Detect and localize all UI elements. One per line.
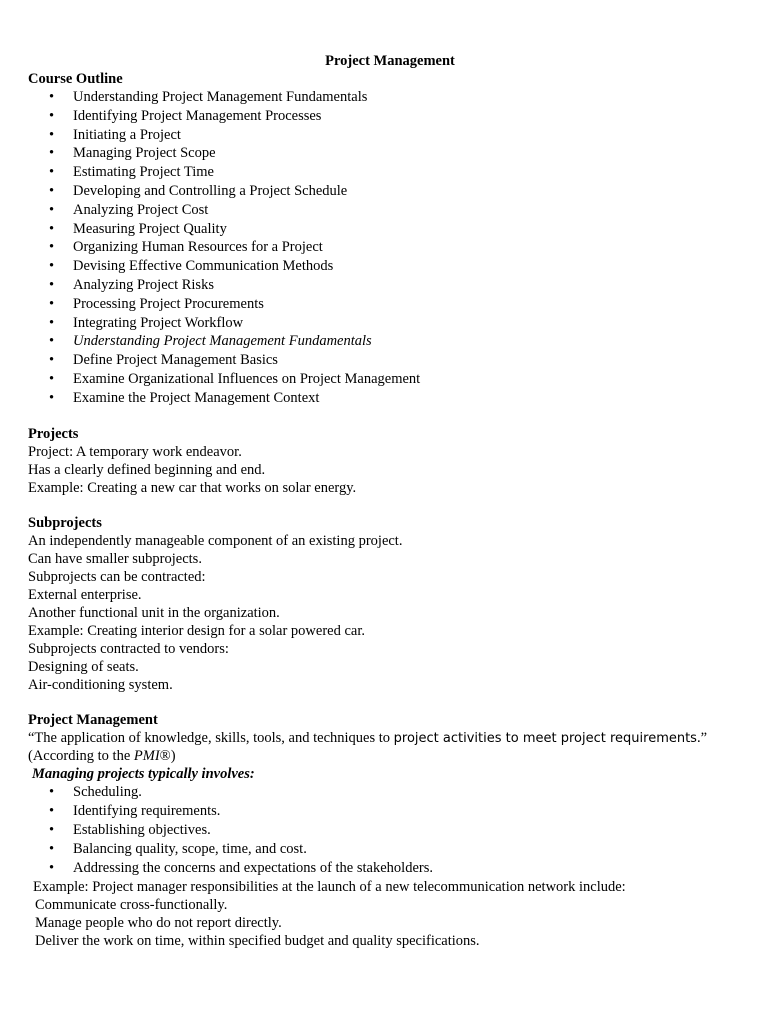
list-item (28, 295, 748, 314)
bullet-icon: • (49, 182, 55, 199)
bullet-icon: • (49, 802, 55, 819)
list-item (28, 163, 748, 182)
subprojects-line: External enterprise. (28, 586, 142, 603)
subprojects-line: Example: Creating interior design for a solar powered car. (28, 622, 366, 639)
list-item-text: Establishing objectives. (73, 821, 211, 838)
projects-line: Example: Creating a new car that works on solar energy. (28, 479, 357, 496)
example-line: Example: Project manager responsibilities at the launch of a new telecommunication network include: (33, 878, 626, 895)
projects-heading: Projects (28, 425, 79, 442)
pmi-quote-close: .” (696, 729, 708, 746)
bullet-icon: • (49, 314, 55, 331)
list-item-text: Analyzing Project Risks (73, 276, 214, 293)
list-item (28, 126, 748, 145)
list-item-text: Define Project Management Basics (73, 352, 278, 369)
list-item (28, 276, 748, 295)
subprojects-line: An independently manageable component of an existing project. (28, 532, 403, 549)
projects-line: Has a clearly defined beginning and end. (28, 461, 266, 478)
list-item (28, 802, 748, 821)
involves-label: Managing projects typically involves: (32, 765, 255, 782)
subprojects-line: Can have smaller subprojects. (28, 550, 202, 567)
list-item (28, 238, 748, 257)
list-item-text: Organizing Human Resources for a Project (73, 239, 323, 256)
list-item-text: Measuring Project Quality (73, 220, 227, 237)
list-item (28, 389, 748, 408)
example-line: Deliver the work on time, within specified budget and quality specifications. (35, 932, 480, 949)
list-item-text: Balancing quality, scope, time, and cost. (73, 840, 307, 857)
list-item-text: Developing and Controlling a Project Schedule (73, 182, 348, 199)
list-item-text: Devising Effective Communication Methods (73, 258, 334, 275)
list-item-text: Initiating a Project (73, 126, 181, 143)
list-item-text: Integrating Project Workflow (73, 314, 244, 331)
bullet-icon: • (49, 783, 55, 800)
list-item-text: Identifying Project Management Processes (73, 107, 322, 124)
subprojects-line: Another functional unit in the organization. (28, 604, 280, 621)
bullet-icon: • (49, 201, 55, 218)
bullet-icon: • (49, 220, 55, 237)
involves-list (28, 783, 748, 878)
bullet-icon: • (49, 89, 55, 105)
bullet-icon: • (49, 164, 55, 181)
bullet-icon: • (49, 333, 55, 350)
list-item (28, 332, 748, 351)
list-item (28, 182, 748, 201)
example-line: Communicate cross-functionally. (35, 896, 228, 913)
list-item-text: Analyzing Project Cost (73, 201, 209, 218)
list-item (28, 144, 748, 163)
bullet-icon: • (49, 276, 55, 293)
list-item-text: Scheduling. (73, 783, 142, 800)
bullet-icon: • (49, 239, 55, 256)
course-outline-heading: Course Outline (28, 71, 123, 87)
subprojects-line: Subprojects can be contracted: (28, 568, 206, 585)
course-outline-list (28, 88, 748, 408)
projects-line: Project: A temporary work endeavor. (28, 443, 242, 460)
list-item-text: Managing Project Scope (73, 145, 216, 162)
bullet-icon: • (49, 126, 55, 143)
list-item (28, 314, 748, 333)
list-item (28, 859, 748, 878)
list-item (28, 220, 748, 239)
document-body (28, 52, 748, 950)
bullet-icon: • (49, 859, 55, 876)
pmi-attribution-pmi: PMI (133, 747, 160, 764)
bullet-icon: • (49, 370, 55, 387)
list-item-text: Identifying requirements. (73, 802, 221, 819)
bullet-icon: • (49, 821, 55, 838)
bullet-icon: • (49, 840, 55, 857)
list-item-text: Examine the Project Management Context (73, 389, 320, 406)
pmi-quote-open: “The application of knowledge, skills, tools, and techniques to (28, 729, 394, 746)
list-item (28, 257, 748, 276)
list-item-text: Estimating Project Time (73, 164, 214, 181)
subprojects-line: Designing of seats. (28, 658, 139, 675)
list-item-text: Addressing the concerns and expectations of the stakeholders. (73, 859, 433, 876)
list-item-text: Understanding Project Management Fundamentals (73, 89, 368, 105)
bullet-icon: • (49, 352, 55, 369)
bullet-icon: • (49, 258, 55, 275)
bullet-icon: • (49, 145, 55, 162)
document-title: Project Management (325, 53, 455, 69)
list-item (28, 107, 748, 126)
pmi-attribution-prefix: (According to the (28, 747, 134, 764)
list-item (28, 201, 748, 220)
bullet-icon: • (49, 295, 55, 312)
subprojects-heading: Subprojects (28, 514, 102, 531)
list-item (28, 821, 748, 840)
subprojects-line: Air-conditioning system. (28, 676, 173, 693)
list-item (28, 783, 748, 802)
subprojects-line: Subprojects contracted to vendors: (28, 640, 229, 657)
list-item (28, 351, 748, 370)
pmi-attribution (28, 747, 748, 765)
pmi-attribution-suffix: ®) (159, 747, 176, 764)
list-item-text: Processing Project Procurements (73, 295, 264, 312)
project-management-heading: Project Management (28, 711, 158, 728)
pmi-quote-emphasis: project activities to meet project requirements (393, 730, 697, 746)
bullet-icon: • (49, 107, 55, 124)
bullet-icon: • (49, 389, 55, 406)
list-item (28, 88, 748, 107)
list-item-text: Understanding Project Management Fundamentals (73, 333, 372, 350)
list-item (28, 370, 748, 389)
list-item (28, 840, 748, 859)
example-line: Manage people who do not report directly. (35, 914, 282, 931)
pmi-quote (28, 729, 748, 747)
list-item-text: Examine Organizational Influences on Project Management (73, 370, 421, 387)
